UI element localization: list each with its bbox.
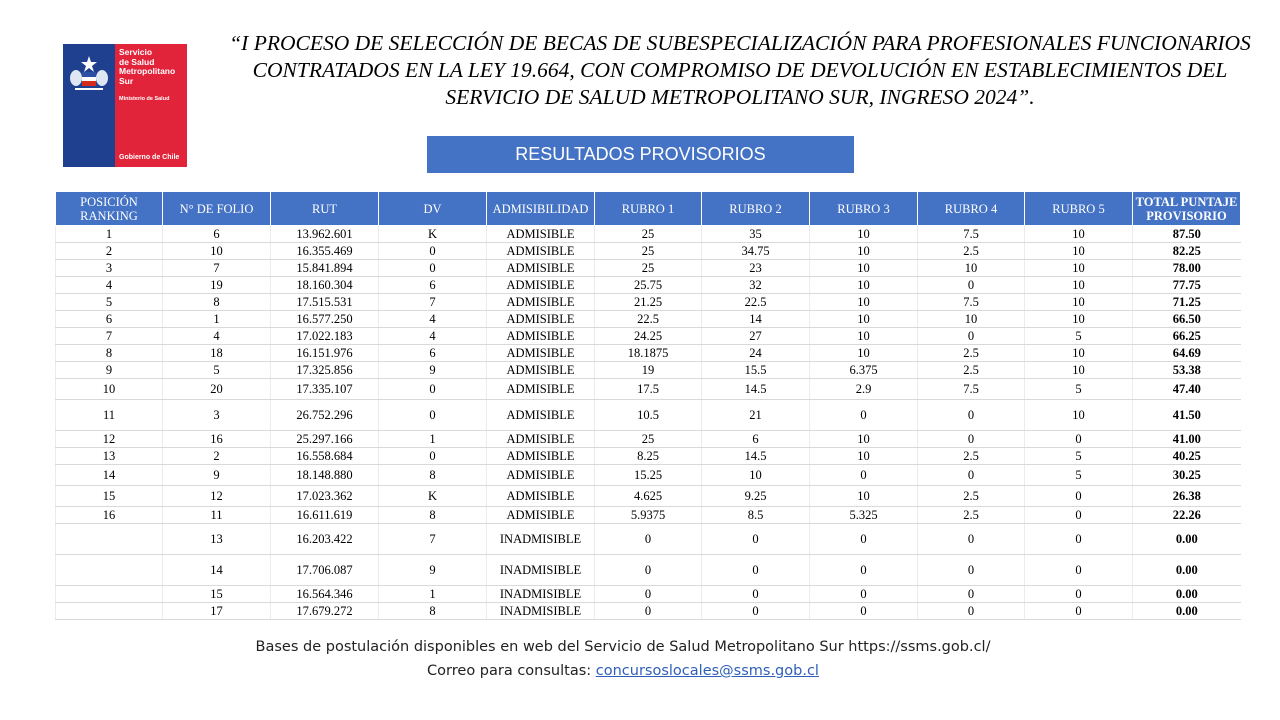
table-cell: 17.706.087 xyxy=(271,555,379,586)
table-cell: ADMISIBLE xyxy=(487,345,595,362)
table-cell: 0 xyxy=(918,586,1025,603)
table-cell: ADMISIBLE xyxy=(487,448,595,465)
table-cell: 34.75 xyxy=(702,243,810,260)
table-cell: 9 xyxy=(163,465,271,486)
table-cell: ADMISIBLE xyxy=(487,260,595,277)
footer-contact-label: Correo para consultas: xyxy=(427,663,596,679)
table-cell: 8 xyxy=(379,465,487,486)
table-cell: 17.023.362 xyxy=(271,486,379,507)
table-cell: 0 xyxy=(918,431,1025,448)
table-cell: 25.75 xyxy=(595,277,702,294)
table-cell: 14.5 xyxy=(702,379,810,400)
table-cell: 4 xyxy=(56,277,163,294)
table-cell: 0 xyxy=(918,603,1025,620)
table-cell: 13 xyxy=(163,524,271,555)
table-cell: 78.00 xyxy=(1133,260,1241,277)
table-cell: ADMISIBLE xyxy=(487,328,595,345)
table-cell: 10 xyxy=(810,260,918,277)
table-cell: 11 xyxy=(163,507,271,524)
table-cell: 26.38 xyxy=(1133,486,1241,507)
table-cell: 0 xyxy=(595,555,702,586)
table-cell: 21 xyxy=(702,400,810,431)
table-cell: 10 xyxy=(1025,345,1133,362)
table-cell: 25.297.166 xyxy=(271,431,379,448)
table-cell: 17.5 xyxy=(595,379,702,400)
table-cell: 17.325.856 xyxy=(271,362,379,379)
table-cell: 10 xyxy=(1025,226,1133,243)
table-cell: 10 xyxy=(918,260,1025,277)
table-cell: 2.5 xyxy=(918,486,1025,507)
table-cell: 11 xyxy=(56,400,163,431)
table-cell: 15.5 xyxy=(702,362,810,379)
table-cell: 0 xyxy=(918,465,1025,486)
table-cell: 7.5 xyxy=(918,379,1025,400)
table-row xyxy=(56,260,1241,277)
table-row xyxy=(56,431,1241,448)
table-cell xyxy=(56,586,163,603)
table-cell: 71.25 xyxy=(1133,294,1241,311)
column-header: RUBRO 5 xyxy=(1025,192,1133,226)
table-cell: 27 xyxy=(702,328,810,345)
table-cell: 6 xyxy=(163,226,271,243)
table-cell xyxy=(56,524,163,555)
table-cell: 10 xyxy=(810,311,918,328)
table-row xyxy=(56,328,1241,345)
table-cell: 16.203.422 xyxy=(271,524,379,555)
table-cell: 25 xyxy=(595,431,702,448)
table-row xyxy=(56,507,1241,524)
table-cell: ADMISIBLE xyxy=(487,226,595,243)
table-cell: 10 xyxy=(1025,243,1133,260)
table-cell: 26.752.296 xyxy=(271,400,379,431)
table-row xyxy=(56,345,1241,362)
table-cell: 4 xyxy=(379,328,487,345)
table-cell: 64.69 xyxy=(1133,345,1241,362)
table-cell: 7 xyxy=(379,294,487,311)
table-cell: 16.558.684 xyxy=(271,448,379,465)
table-cell: 10.5 xyxy=(595,400,702,431)
table-cell: 0 xyxy=(1025,603,1133,620)
table-cell: 10 xyxy=(56,379,163,400)
table-cell: 15 xyxy=(56,486,163,507)
table-cell: 10 xyxy=(810,226,918,243)
table-cell: 2.5 xyxy=(918,448,1025,465)
table-cell: 18.160.304 xyxy=(271,277,379,294)
table-cell: 6 xyxy=(379,345,487,362)
table-cell: 0 xyxy=(595,603,702,620)
table-cell: 7 xyxy=(163,260,271,277)
table-cell: 0 xyxy=(810,465,918,486)
table-cell: 2.9 xyxy=(810,379,918,400)
table-cell xyxy=(56,603,163,620)
table-cell: 5 xyxy=(1025,379,1133,400)
table-cell: 0 xyxy=(810,524,918,555)
table-cell: 15.25 xyxy=(595,465,702,486)
column-header: RUBRO 4 xyxy=(918,192,1025,226)
table-cell: INADMISIBLE xyxy=(487,555,595,586)
table-cell: 5 xyxy=(56,294,163,311)
table-cell: 0 xyxy=(702,555,810,586)
table-cell: 10 xyxy=(163,243,271,260)
table-cell: 0 xyxy=(1025,486,1133,507)
table-cell: 0 xyxy=(810,400,918,431)
table-cell: 10 xyxy=(918,311,1025,328)
table-cell: 2.5 xyxy=(918,362,1025,379)
table-cell: INADMISIBLE xyxy=(487,603,595,620)
table-cell: 0 xyxy=(379,379,487,400)
table-row xyxy=(56,294,1241,311)
table-cell: 8.25 xyxy=(595,448,702,465)
table-cell: 0 xyxy=(918,328,1025,345)
chile-coat-of-arms-icon xyxy=(67,52,111,92)
table-cell: 18.1875 xyxy=(595,345,702,362)
table-row xyxy=(56,400,1241,431)
logo-government: Gobierno de Chile xyxy=(119,154,180,161)
footer-bases-text: Bases de postulación disponibles en web del Servicio de Salud Metropolitano Sur https://ssms.gob.cl/ xyxy=(255,639,991,655)
table-cell: 15.841.894 xyxy=(271,260,379,277)
table-cell: 10 xyxy=(810,448,918,465)
table-cell: 0 xyxy=(702,524,810,555)
table-cell: 2 xyxy=(56,243,163,260)
table-cell: 14 xyxy=(56,465,163,486)
table-cell: 10 xyxy=(1025,362,1133,379)
table-row xyxy=(56,243,1241,260)
table-cell: ADMISIBLE xyxy=(487,243,595,260)
table-cell: K xyxy=(379,486,487,507)
table-cell: 8 xyxy=(163,294,271,311)
table-cell: 20 xyxy=(163,379,271,400)
table-cell: 9 xyxy=(379,362,487,379)
table-cell: 5 xyxy=(1025,328,1133,345)
table-row xyxy=(56,586,1241,603)
table-cell: 19 xyxy=(595,362,702,379)
table-row xyxy=(56,448,1241,465)
column-header: RUBRO 1 xyxy=(595,192,702,226)
table-cell: ADMISIBLE xyxy=(487,379,595,400)
table-cell: 8 xyxy=(379,603,487,620)
table-cell: 13 xyxy=(56,448,163,465)
table-cell: ADMISIBLE xyxy=(487,431,595,448)
column-header: TOTAL PUNTAJE PROVISORIO xyxy=(1133,192,1241,226)
table-cell: 8.5 xyxy=(702,507,810,524)
table-cell: 5 xyxy=(1025,465,1133,486)
table-cell: 18 xyxy=(163,345,271,362)
table-cell: 24.25 xyxy=(595,328,702,345)
table-cell: 10 xyxy=(810,486,918,507)
table-cell: 22.5 xyxy=(702,294,810,311)
table-cell: 14.5 xyxy=(702,448,810,465)
table-cell: 17.515.531 xyxy=(271,294,379,311)
column-header: RUT xyxy=(271,192,379,226)
table-cell: 66.50 xyxy=(1133,311,1241,328)
logo-ministry: Ministerio de Salud xyxy=(119,96,170,102)
column-header: POSICIÓN RANKING xyxy=(56,192,163,226)
table-cell xyxy=(56,555,163,586)
table-cell: 22.26 xyxy=(1133,507,1241,524)
table-cell: 41.50 xyxy=(1133,400,1241,431)
table-cell: 77.75 xyxy=(1133,277,1241,294)
table-cell: 21.25 xyxy=(595,294,702,311)
table-cell: 0 xyxy=(379,260,487,277)
table-cell: 15 xyxy=(163,586,271,603)
table-cell: 16.151.976 xyxy=(271,345,379,362)
table-cell: 82.25 xyxy=(1133,243,1241,260)
table-cell: 0.00 xyxy=(1133,603,1241,620)
table-row xyxy=(56,311,1241,328)
table-cell: 3 xyxy=(163,400,271,431)
contact-email-link[interactable]: concursoslocales@ssms.gob.cl xyxy=(595,663,819,679)
table-cell: ADMISIBLE xyxy=(487,362,595,379)
table-cell: 25 xyxy=(595,243,702,260)
table-cell: 0 xyxy=(918,524,1025,555)
logo-organization-name: Servicio de Salud Metropolitano Sur xyxy=(119,47,176,86)
table-row xyxy=(56,603,1241,620)
footer-contact xyxy=(0,659,1246,683)
table-cell: 17 xyxy=(163,603,271,620)
table-cell: ADMISIBLE xyxy=(487,507,595,524)
table-cell: 9 xyxy=(379,555,487,586)
table-cell: 0 xyxy=(379,448,487,465)
table-cell: 5 xyxy=(1025,448,1133,465)
table-cell: 5.9375 xyxy=(595,507,702,524)
table-cell: 7 xyxy=(56,328,163,345)
table-cell: 10 xyxy=(810,277,918,294)
table-cell: 0.00 xyxy=(1133,524,1241,555)
table-cell: 0 xyxy=(1025,524,1133,555)
table-cell: 32 xyxy=(702,277,810,294)
table-cell: 23 xyxy=(702,260,810,277)
table-cell: ADMISIBLE xyxy=(487,294,595,311)
table-cell: 0 xyxy=(1025,431,1133,448)
results-banner: RESULTADOS PROVISORIOS xyxy=(427,136,854,173)
table-cell: 0 xyxy=(1025,555,1133,586)
table-cell: 9 xyxy=(56,362,163,379)
column-header: ADMISIBILIDAD xyxy=(487,192,595,226)
table-cell: 10 xyxy=(1025,311,1133,328)
table-cell: 0 xyxy=(810,586,918,603)
table-cell: INADMISIBLE xyxy=(487,586,595,603)
page-title: “I PROCESO DE SELECCIÓN DE BECAS DE SUBESPECIALIZACIÓN PARA PROFESIONALES FUNCIONARIOS CONTRATADOS EN LA LEY 19.664, CON COMPROMISO DE DEVOLUCIÓN EN ESTABLECIMIENTOS DEL SERVICIO DE SALUD METROPOLITANO SUR, INGRESO 2024”. xyxy=(229,31,1251,109)
column-header: N° DE FOLIO xyxy=(163,192,271,226)
table-cell: 24 xyxy=(702,345,810,362)
table-cell: 4 xyxy=(379,311,487,328)
table-cell: INADMISIBLE xyxy=(487,524,595,555)
table-cell: 5.325 xyxy=(810,507,918,524)
column-header: DV xyxy=(379,192,487,226)
table-row xyxy=(56,277,1241,294)
table-cell: 16.564.346 xyxy=(271,586,379,603)
table-cell: 6.375 xyxy=(810,362,918,379)
column-header: RUBRO 3 xyxy=(810,192,918,226)
table-cell: 10 xyxy=(1025,260,1133,277)
table-cell: 2.5 xyxy=(918,345,1025,362)
table-cell: 0 xyxy=(702,603,810,620)
table-cell: 0 xyxy=(702,586,810,603)
table-cell: 18.148.880 xyxy=(271,465,379,486)
table-cell: 10 xyxy=(810,431,918,448)
table-cell: 6 xyxy=(702,431,810,448)
table-cell: 40.25 xyxy=(1133,448,1241,465)
table-cell: ADMISIBLE xyxy=(487,400,595,431)
table-cell: 17.679.272 xyxy=(271,603,379,620)
table-cell: 16.355.469 xyxy=(271,243,379,260)
logo-blue-panel xyxy=(63,44,115,167)
table-cell: 66.25 xyxy=(1133,328,1241,345)
table-cell: 35 xyxy=(702,226,810,243)
table-cell: 17.022.183 xyxy=(271,328,379,345)
table-cell: 13.962.601 xyxy=(271,226,379,243)
table-row xyxy=(56,379,1241,400)
table-header-row xyxy=(56,192,1241,226)
table-cell: 1 xyxy=(379,431,487,448)
table-cell: 0 xyxy=(595,524,702,555)
table-cell: 30.25 xyxy=(1133,465,1241,486)
table-row xyxy=(56,226,1241,243)
table-row xyxy=(56,486,1241,507)
table-cell: 0 xyxy=(1025,586,1133,603)
table-cell: 6 xyxy=(56,311,163,328)
table-cell: 6 xyxy=(379,277,487,294)
table-cell: 12 xyxy=(163,486,271,507)
table-cell: 1 xyxy=(163,311,271,328)
table-cell: 0 xyxy=(810,555,918,586)
table-cell: 0 xyxy=(918,555,1025,586)
table-cell: 53.38 xyxy=(1133,362,1241,379)
table-cell: 16 xyxy=(163,431,271,448)
table-cell: 9.25 xyxy=(702,486,810,507)
table-cell: 0 xyxy=(379,243,487,260)
table-cell: 25 xyxy=(595,260,702,277)
table-cell: 17.335.107 xyxy=(271,379,379,400)
table-cell: 10 xyxy=(1025,400,1133,431)
table-cell: 16 xyxy=(56,507,163,524)
table-cell: 0 xyxy=(918,277,1025,294)
table-cell: 1 xyxy=(56,226,163,243)
table-cell: 14 xyxy=(163,555,271,586)
table-cell: 0 xyxy=(918,400,1025,431)
ssms-logo xyxy=(63,44,187,167)
table-row xyxy=(56,362,1241,379)
table-cell: 16.611.619 xyxy=(271,507,379,524)
table-cell: ADMISIBLE xyxy=(487,486,595,507)
table-cell: 10 xyxy=(810,294,918,311)
table-cell: 16.577.250 xyxy=(271,311,379,328)
table-cell: 10 xyxy=(810,345,918,362)
table-cell: 8 xyxy=(379,507,487,524)
table-cell: 12 xyxy=(56,431,163,448)
results-table xyxy=(55,191,1241,620)
table-cell: 10 xyxy=(810,243,918,260)
table-cell: ADMISIBLE xyxy=(487,311,595,328)
table-cell: 3 xyxy=(56,260,163,277)
table-cell: 7.5 xyxy=(918,226,1025,243)
footer xyxy=(0,635,1246,683)
table-cell: 41.00 xyxy=(1133,431,1241,448)
table-row xyxy=(56,465,1241,486)
table-cell: 10 xyxy=(810,328,918,345)
table-row xyxy=(56,524,1241,555)
table-cell: ADMISIBLE xyxy=(487,465,595,486)
table-body xyxy=(56,226,1241,620)
table-cell: 0 xyxy=(595,586,702,603)
table-cell: 10 xyxy=(1025,277,1133,294)
table-cell: 2.5 xyxy=(918,243,1025,260)
table-cell: 2 xyxy=(163,448,271,465)
table-cell: 5 xyxy=(163,362,271,379)
table-cell: K xyxy=(379,226,487,243)
table-cell: 10 xyxy=(1025,294,1133,311)
table-cell: 22.5 xyxy=(595,311,702,328)
table-cell: 10 xyxy=(702,465,810,486)
table-cell: 0 xyxy=(379,400,487,431)
table-cell: 7.5 xyxy=(918,294,1025,311)
table-cell: 19 xyxy=(163,277,271,294)
table-cell: 1 xyxy=(379,586,487,603)
table-cell: 4.625 xyxy=(595,486,702,507)
table-cell: 0 xyxy=(810,603,918,620)
table-cell: 2.5 xyxy=(918,507,1025,524)
table-cell: 47.40 xyxy=(1133,379,1241,400)
table-cell: 0 xyxy=(1025,507,1133,524)
table-cell: 25 xyxy=(595,226,702,243)
table-cell: 87.50 xyxy=(1133,226,1241,243)
table-cell: 0.00 xyxy=(1133,555,1241,586)
column-header: RUBRO 2 xyxy=(702,192,810,226)
table-cell: 8 xyxy=(56,345,163,362)
table-row xyxy=(56,555,1241,586)
table-cell: 14 xyxy=(702,311,810,328)
table-cell: ADMISIBLE xyxy=(487,277,595,294)
table-cell: 0.00 xyxy=(1133,586,1241,603)
table-cell: 4 xyxy=(163,328,271,345)
table-cell: 7 xyxy=(379,524,487,555)
